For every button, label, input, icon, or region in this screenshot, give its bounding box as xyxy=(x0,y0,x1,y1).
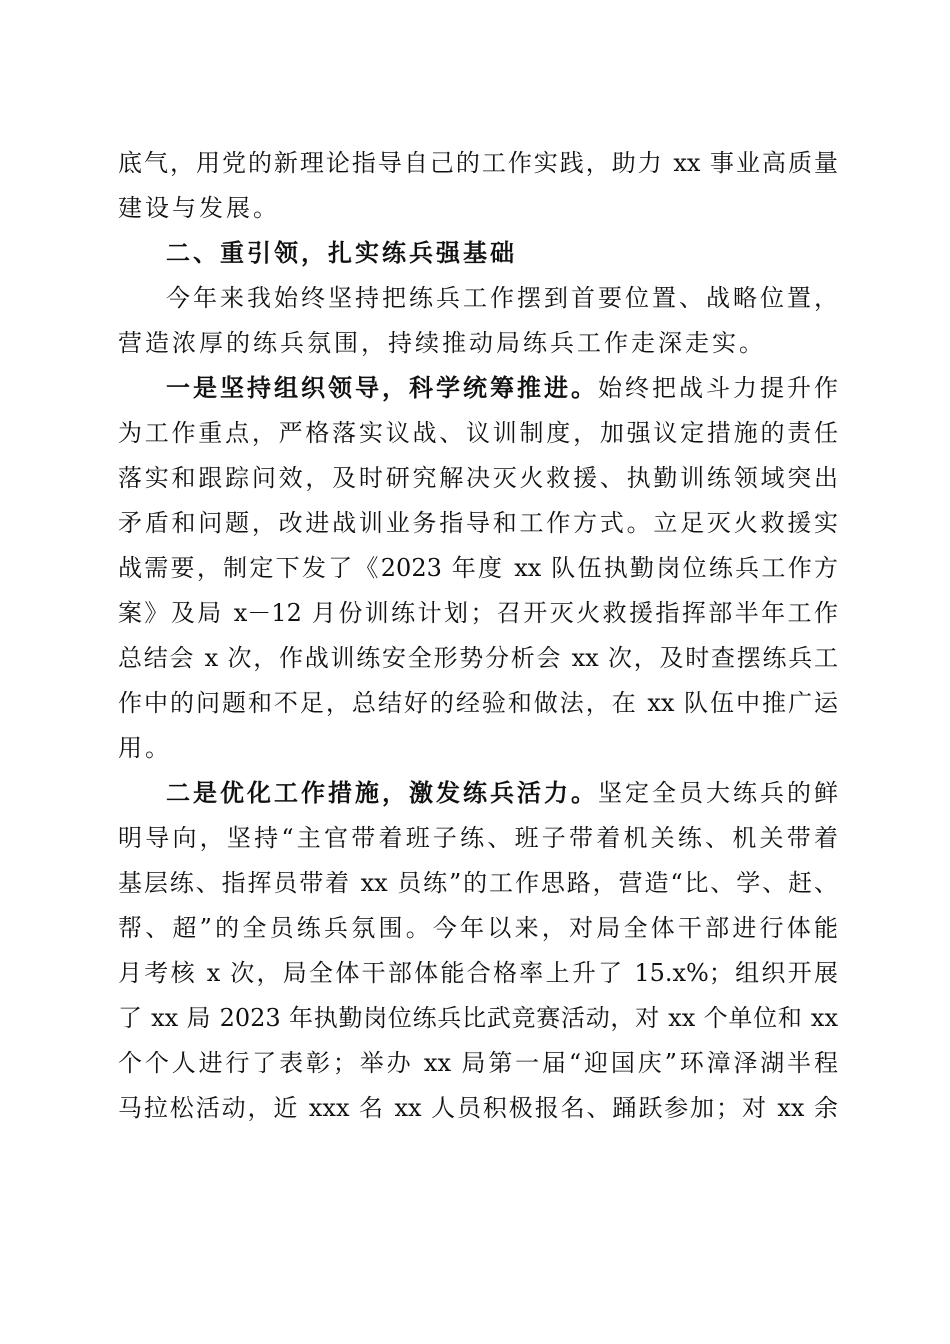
body-text-line: 案》及局 x－12 月份训练计划；召开灭火救援指挥部半年工作 xyxy=(118,599,838,627)
body-text-line: 为工作重点，严格落实议战、议训制度，加强议定措施的责任 xyxy=(118,419,838,447)
body-text-line: 底气，用党的新理论指导自己的工作实践，助力 xx 事业高质量 xyxy=(118,149,838,177)
paragraph-first-line xyxy=(166,373,838,403)
paragraph-first-line xyxy=(166,778,838,808)
paragraph-lead-sentence: 一是坚持组织领导，科学统筹推进。 xyxy=(166,373,598,402)
body-text-span: 始终把战斗力提升作 xyxy=(598,374,838,402)
body-text-line: 个个人进行了表彰；举办 xx 局第一届“迎国庆”环漳泽湖半程 xyxy=(118,1049,838,1077)
body-text-line: 了 xx 局 2023 年执勤岗位练兵比武竞赛活动，对 xx 个单位和 xx xyxy=(118,1004,838,1032)
body-text-line: 营造浓厚的练兵氛围，持续推动局练兵工作走深走实。 xyxy=(118,329,766,357)
body-text-line: 月考核 x 次，局全体干部体能合格率上升了 15.x%；组织开展 xyxy=(118,959,838,987)
body-text-line: 矛盾和问题，改进战训业务指导和工作方式。立足灭火救援实 xyxy=(118,509,838,537)
body-text-span: 坚定全员大练兵的鲜 xyxy=(598,779,838,807)
body-text-line: 落实和跟踪问效，及时研究解决灭火救援、执勤训练领域突出 xyxy=(118,464,838,492)
paragraph-lead-sentence: 二是优化工作措施，激发练兵活力。 xyxy=(166,778,598,807)
body-text-line: 总结会 x 次，作战训练安全形势分析会 xx 次，及时查摆练兵工 xyxy=(118,644,838,672)
body-text-line: 明导向，坚持“主官带着班子练、班子带着机关练、机关带着 xyxy=(118,824,838,852)
body-text-line: 战需要，制定下发了《2023 年度 xx 队伍执勤岗位练兵工作方 xyxy=(118,554,838,582)
body-text-line: 帮、超”的全员练兵氛围。今年以来，对局全体干部进行体能 xyxy=(118,914,838,942)
body-text-line: 作中的问题和不足，总结好的经验和做法，在 xx 队伍中推广运 xyxy=(118,689,838,717)
body-text-line: 基层练、指挥员带着 xx 员练”的工作思路，营造“比、学、赶、 xyxy=(118,869,838,897)
body-text-line: 今年来我始终坚持把练兵工作摆到首要位置、战略位置， xyxy=(166,284,838,312)
section-heading: 二、重引领，扎实练兵强基础 xyxy=(166,238,517,267)
body-text-line: 马拉松活动，近 xxx 名 xx 人员积极报名、踊跃参加；对 xx 余 xyxy=(118,1094,838,1122)
body-text-line: 建设与发展。 xyxy=(118,194,280,222)
body-text-line: 用。 xyxy=(118,734,172,762)
